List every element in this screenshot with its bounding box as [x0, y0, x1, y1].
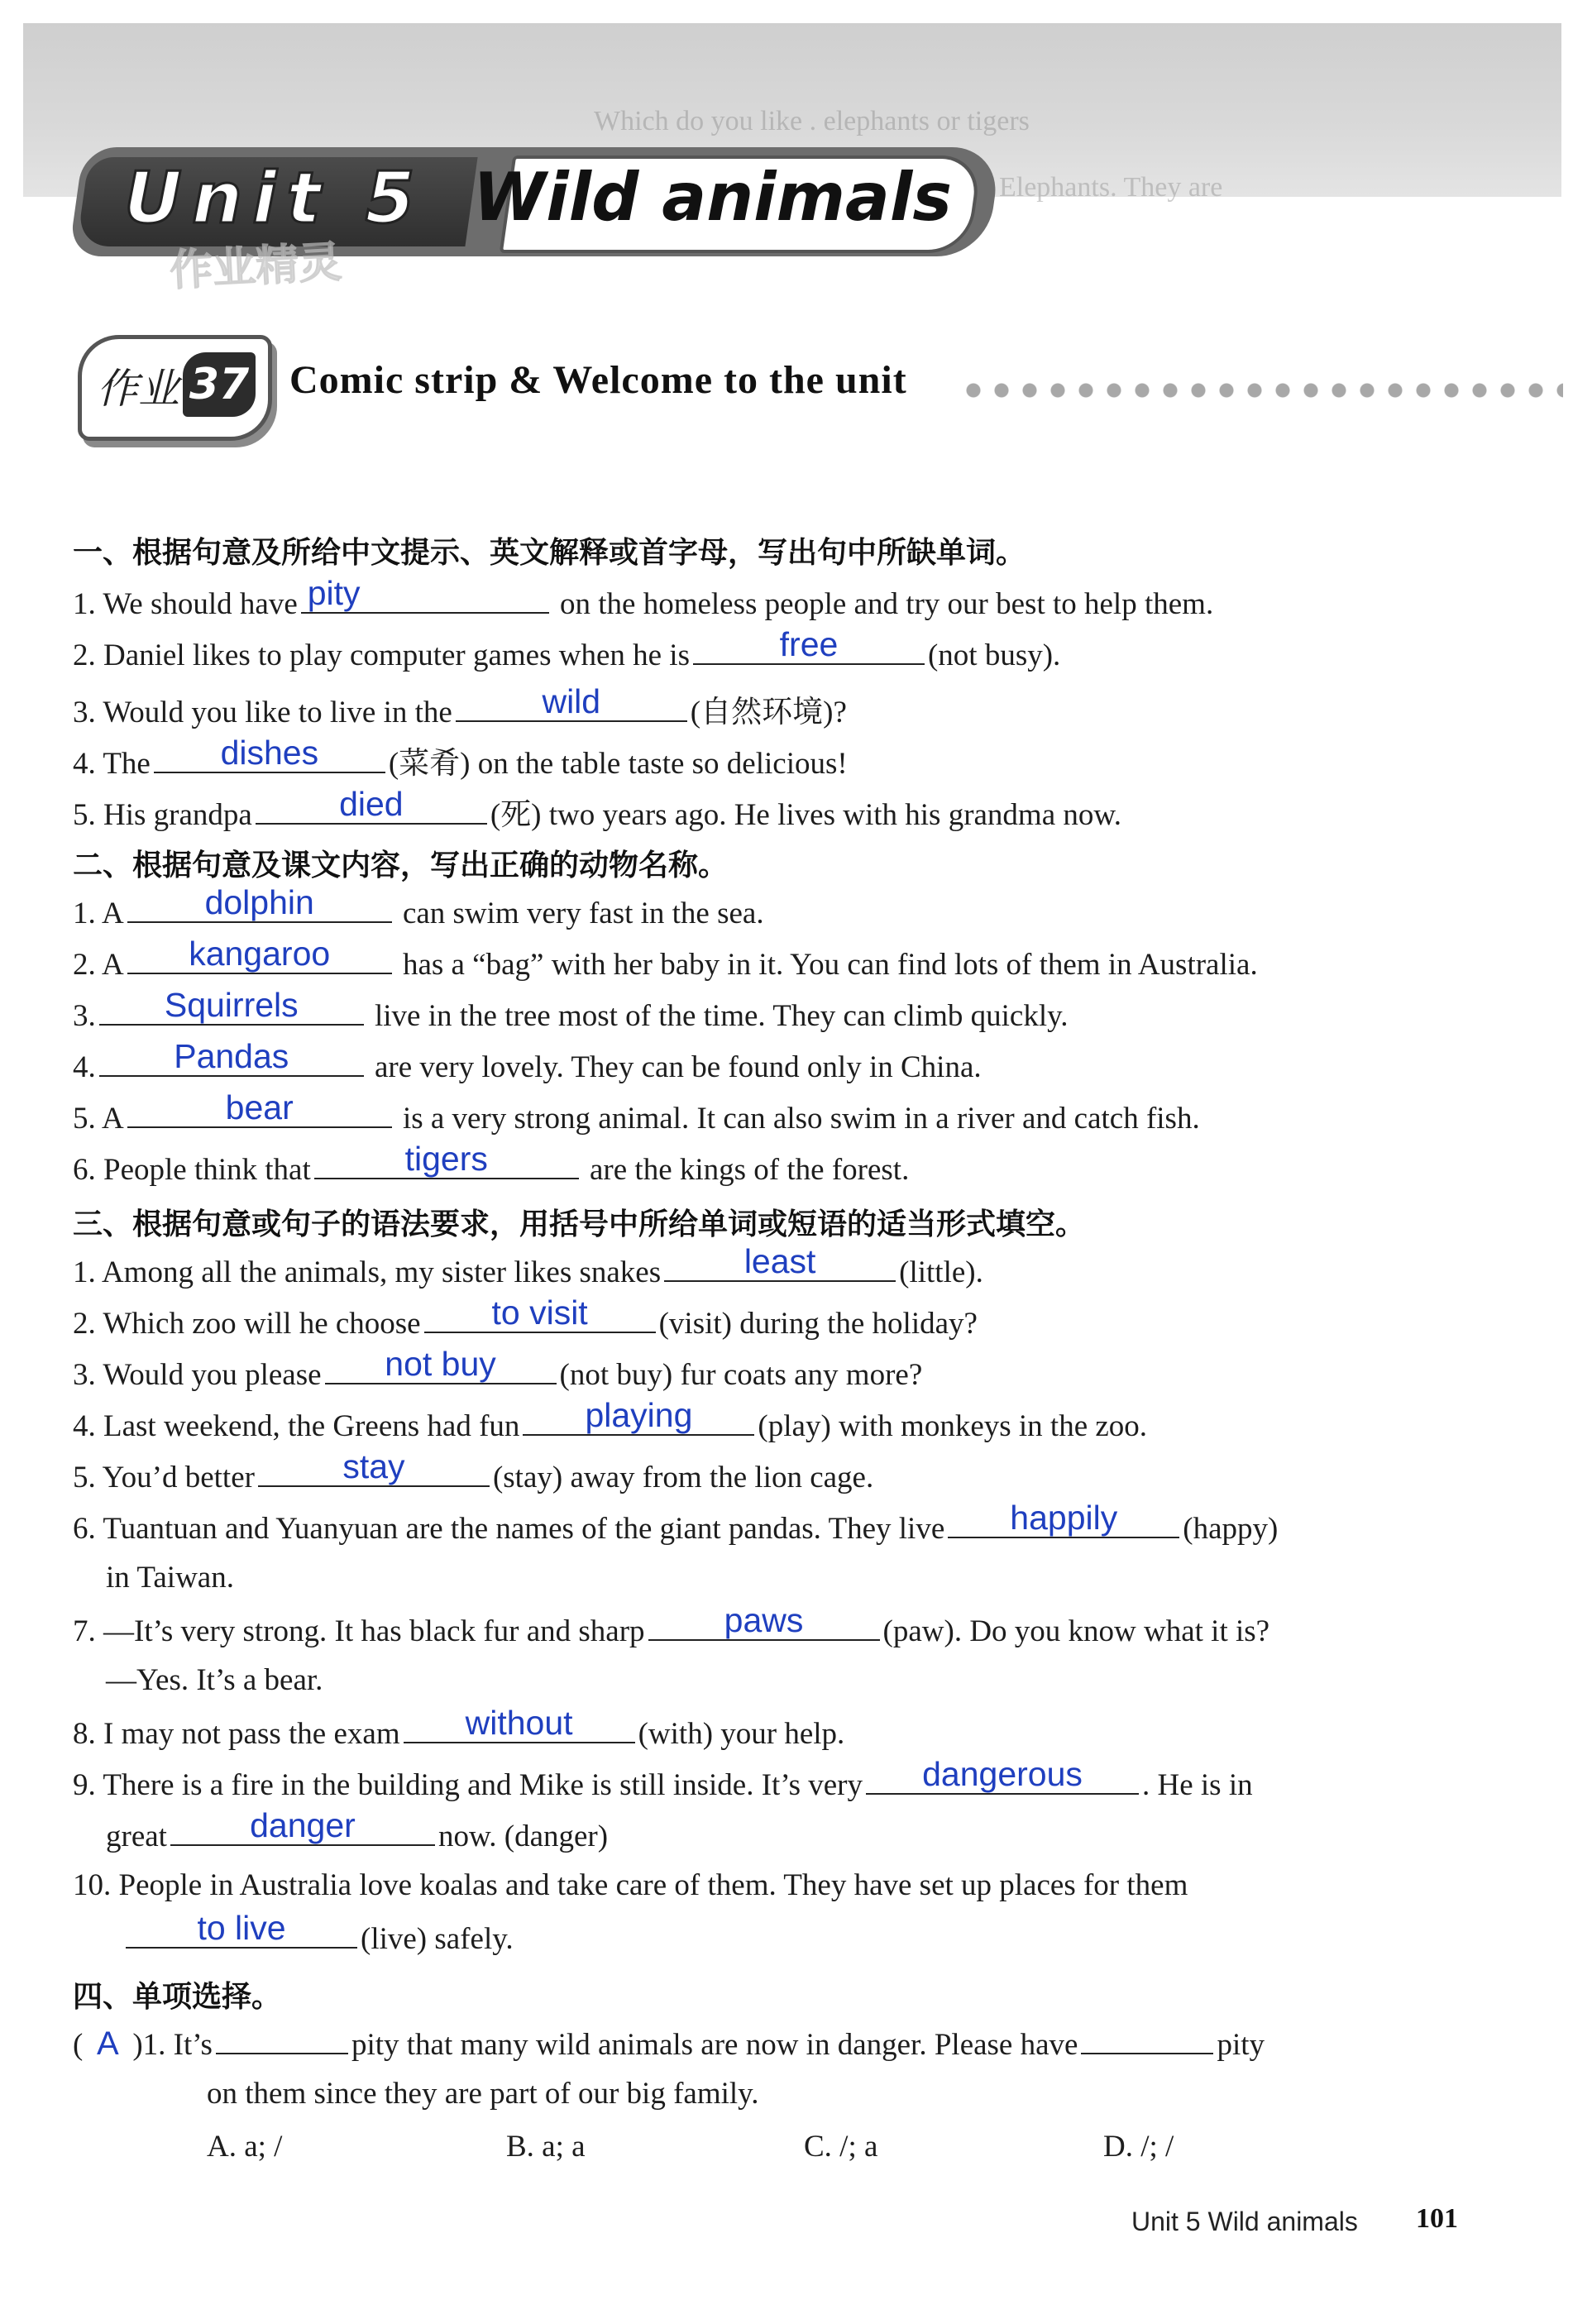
- unit-label: Unit 5: [124, 157, 425, 240]
- dot-divider: [959, 382, 1563, 399]
- answer-blank[interactable]: happily: [948, 1509, 1179, 1538]
- part3-q7-continuation: —Yes. It’s a bear.: [106, 1663, 323, 1697]
- homework-number: 37: [183, 352, 256, 417]
- answer-blank[interactable]: to visit: [424, 1303, 656, 1333]
- homework-badge: [78, 335, 272, 441]
- answer-blank[interactable]: dishes: [154, 744, 385, 773]
- part2-q3: 3. Squirrels live in the tree most of the time. They can climb quickly.: [73, 986, 1069, 1033]
- choice-answer[interactable]: A: [96, 2025, 119, 2062]
- part1-q5: 5. His grandpa died (死) two years ago. He lives with his grandma now.: [73, 785, 1121, 832]
- part4-heading: 四、单项选择。: [73, 1980, 282, 2014]
- unit-title: Wild animals: [473, 159, 952, 236]
- option-a[interactable]: A. a; /: [207, 2130, 283, 2164]
- part4-q1: ( A )1. It’s pity that many wild animals are now in danger. Please have pity: [73, 2025, 1265, 2062]
- part3-q9: 9. There is a fire in the building and Mike is still inside. It’s very dangerous . He is in: [73, 1755, 1253, 1802]
- bleed-through-text: Which do you like . elephants or tigers: [594, 106, 1030, 136]
- part2-heading: 二、根据句意及课文内容，写出正确的动物名称。: [73, 849, 729, 882]
- part3-q9-continuation: great danger now. (danger): [106, 1806, 609, 1853]
- section-title: Comic strip & Welcome to the unit: [289, 358, 907, 402]
- part3-q10-continuation: to live (live) safely.: [122, 1919, 514, 1957]
- option-c[interactable]: C. /; a: [804, 2130, 878, 2164]
- answer-blank[interactable]: bear: [127, 1098, 392, 1128]
- answer-blank[interactable]: Squirrels: [99, 996, 364, 1026]
- part2-q6: 6. People think that tigers are the kings of the forest.: [73, 1140, 910, 1187]
- answer-blank[interactable]: Pandas: [99, 1047, 364, 1077]
- homework-label: 作业: [97, 365, 179, 413]
- part3-q10: 10. People in Australia love koalas and take care of them. They have set up places for them: [73, 1868, 1188, 1902]
- answer-blank[interactable]: paws: [648, 1611, 880, 1641]
- part3-q3: 3. Would you please not buy (not buy) fur coats any more?: [73, 1345, 923, 1392]
- part1-q1: 1. We should have pity on the homeless people and try our best to help them.: [73, 574, 1214, 621]
- part3-q1: 1. Among all the animals, my sister likes snakes least (little).: [73, 1242, 983, 1289]
- answer-blank[interactable]: playing: [523, 1406, 754, 1436]
- part3-q8: 8. I may not pass the exam without (with) your help.: [73, 1704, 845, 1751]
- part3-q6-continuation: in Taiwan.: [106, 1561, 234, 1595]
- answer-blank[interactable]: least: [664, 1252, 896, 1282]
- answer-blank[interactable]: died: [256, 795, 487, 825]
- part2-q5: 5. A bear is a very strong animal. It can also swim in a river and catch fish.: [73, 1088, 1200, 1136]
- answer-blank[interactable]: without: [404, 1714, 635, 1743]
- answer-blank[interactable]: pity: [301, 584, 549, 614]
- option-d[interactable]: D. /; /: [1103, 2130, 1174, 2164]
- part3-q5: 5. You’d better stay (stay) away from the lion cage.: [73, 1447, 874, 1494]
- part2-q4: 4. Pandas are very lovely. They can be found only in China.: [73, 1037, 982, 1084]
- part1-q3: 3. Would you like to live in the wild (自然环境)?: [73, 682, 847, 729]
- answer-blank[interactable]: dangerous: [866, 1765, 1139, 1795]
- answer-blank[interactable]: free: [693, 635, 925, 665]
- part1-q2: 2. Daniel likes to play computer games when he is free (not busy).: [73, 625, 1061, 672]
- watermark-stamp: 作业精灵: [168, 237, 343, 297]
- answer-blank[interactable]: tigers: [314, 1150, 579, 1179]
- part4-q1-continuation: on them since they are part of our big family.: [207, 2077, 759, 2111]
- part2-q2: 2. A kangaroo has a “bag” with her baby in it. You can find lots of them in Australia.: [73, 935, 1258, 982]
- part3-q7: 7. —It’s very strong. It has black fur and sharp paws (paw). Do you know what it is?: [73, 1601, 1270, 1648]
- answer-blank[interactable]: stay: [258, 1457, 490, 1487]
- answer-blank[interactable]: wild: [456, 692, 687, 722]
- part3-q6: 6. Tuantuan and Yuanyuan are the names of the giant pandas. They live happily (happy): [73, 1499, 1279, 1546]
- answer-blank[interactable]: [216, 2025, 348, 2054]
- part3-heading: 三、根据句意或句子的语法要求，用括号中所给单词或短语的适当形式填空。: [73, 1207, 1086, 1241]
- answer-blank[interactable]: to live: [126, 1919, 357, 1949]
- part3-q2: 2. Which zoo will he choose to visit (visit) during the holiday?: [73, 1294, 978, 1341]
- page-number: 101: [1416, 2203, 1458, 2234]
- option-b[interactable]: B. a; a: [506, 2130, 586, 2164]
- bleed-through-text: Elephants. They are: [999, 172, 1223, 203]
- part1-q4: 4. The dishes (菜肴) on the table taste so delicious!: [73, 734, 848, 781]
- answer-blank[interactable]: danger: [170, 1816, 435, 1846]
- part2-q1: 1. A dolphin can swim very fast in the sea.: [73, 883, 764, 930]
- answer-blank[interactable]: not buy: [325, 1355, 557, 1384]
- part3-q4: 4. Last weekend, the Greens had fun playing (play) with monkeys in the zoo.: [73, 1396, 1148, 1443]
- footer-unit: Unit 5 Wild animals: [1131, 2207, 1358, 2236]
- answer-blank[interactable]: [1081, 2025, 1213, 2054]
- answer-blank[interactable]: dolphin: [127, 893, 392, 923]
- answer-blank[interactable]: kangaroo: [127, 944, 392, 974]
- part1-heading: 一、根据句意及所给中文提示、英文解释或首字母，写出句中所缺单词。: [73, 536, 1026, 570]
